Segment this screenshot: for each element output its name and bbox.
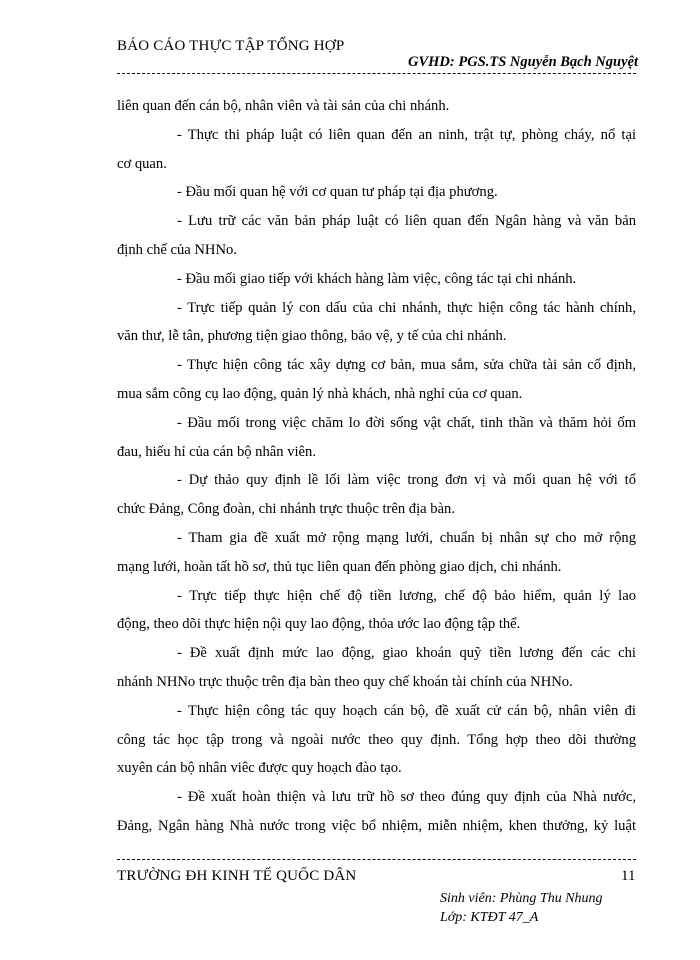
text-line: mua sắm công cụ lao động, quản lý nhà khách, nhà nghỉ của cơ quan. — [117, 385, 523, 402]
page-number: 11 — [621, 868, 636, 884]
text-line: - Thực thi pháp luật có liên quan đến an ninh, trật tự, phòng cháy, nổ tại — [177, 126, 636, 143]
text-line: định chế của NHNo. — [117, 241, 237, 258]
text-line: - Đề xuất hoàn thiện và lưu trữ hồ sơ theo đúng quy định của Nhà nước, — [177, 789, 636, 806]
text-line: - Thực hiện công tác quy hoạch cán bộ, đề xuất cử cán bộ, nhân viên đi — [177, 702, 636, 719]
text-line: - Tham gia đề xuất mở rộng mạng lưới, chuẩn bị nhân sự cho mở rộng — [177, 529, 636, 546]
school-name: TRƯỜNG ĐH KINH TẾ QUỐC DÂN — [117, 868, 357, 884]
text-line: - Dự thảo quy định lề lối làm việc trong đơn vị và mối quan hệ với tổ — [177, 472, 636, 489]
text-line: - Đề xuất định mức lao động, giao khoán quỹ tiền lương đến các chi — [177, 645, 636, 662]
text-line: - Đầu mối giao tiếp với khách hàng làm việc, công tác tại chi nhánh. — [177, 270, 577, 287]
text-line: - Lưu trữ các văn bản pháp luật có liên quan đến Ngân hàng và văn bản — [177, 213, 636, 230]
text-line: động, theo dõi thực hiện nội quy lao động, thỏa ước lao động tập thể. — [117, 616, 521, 633]
footer-divider — [117, 859, 636, 860]
text-line: mạng lưới, hoàn tất hồ sơ, thủ tục liên quan đến phòng giao dịch, chi nhánh. — [117, 558, 562, 575]
supervisor-label: GVHD: PGS.TS Nguyễn Bạch Nguyệt — [408, 54, 638, 70]
text-line: liên quan đến cán bộ, nhân viên và tài sản của chi nhánh. — [117, 98, 450, 114]
document-body — [117, 92, 636, 841]
student-class: Lớp: KTĐT 47_A — [440, 910, 539, 925]
text-line: nhánh NHNo trực thuộc trên địa bàn theo quy chế khoán tài chính của NHNo. — [117, 673, 573, 690]
text-line: - Thực hiện công tác xây dựng cơ bản, mua sắm, sửa chữa tài sản cố định, — [177, 357, 636, 374]
text-line: chức Đảng, Công đoàn, chi nhánh trực thuộc trên địa bàn. — [117, 501, 456, 518]
text-line: văn thư, lễ tân, phương tiện giao thông, bảo vệ, y tế của chi nhánh. — [117, 328, 507, 345]
text-line: Đảng, Ngân hàng Nhà nước trong việc bổ nhiệm, miễn nhiệm, khen thưởng, kỷ luật — [117, 817, 636, 834]
text-line: - Đầu mối trong việc chăm lo đời sống vật chất, tinh thần và thăm hỏi ốm — [177, 414, 636, 431]
text-line: xuyên cán bộ nhân viêc được quy hoạch đào tạo. — [117, 760, 402, 777]
header-divider — [117, 73, 636, 74]
text-line: đau, hiếu hỉ của cán bộ nhân viên. — [117, 443, 316, 460]
text-line: công tác học tập trong và ngoài nước theo quy định. Tổng hợp theo dõi thường — [117, 731, 636, 748]
student-name: Sinh viên: Phùng Thu Nhung — [440, 891, 603, 906]
text-line: cơ quan. — [117, 155, 167, 172]
text-line: - Đầu mối quan hệ với cơ quan tư pháp tại địa phương. — [177, 184, 498, 201]
report-title: BÁO CÁO THỰC TẬP TỔNG HỢP — [117, 38, 345, 54]
student-info — [440, 889, 603, 927]
text-line: - Trực tiếp quản lý con dấu của chi nhánh, thực hiện công tác hành chính, — [177, 299, 636, 316]
text-line: - Trực tiếp thực hiện chế độ tiền lương, chế độ bảo hiểm, quản lý lao — [177, 587, 636, 604]
